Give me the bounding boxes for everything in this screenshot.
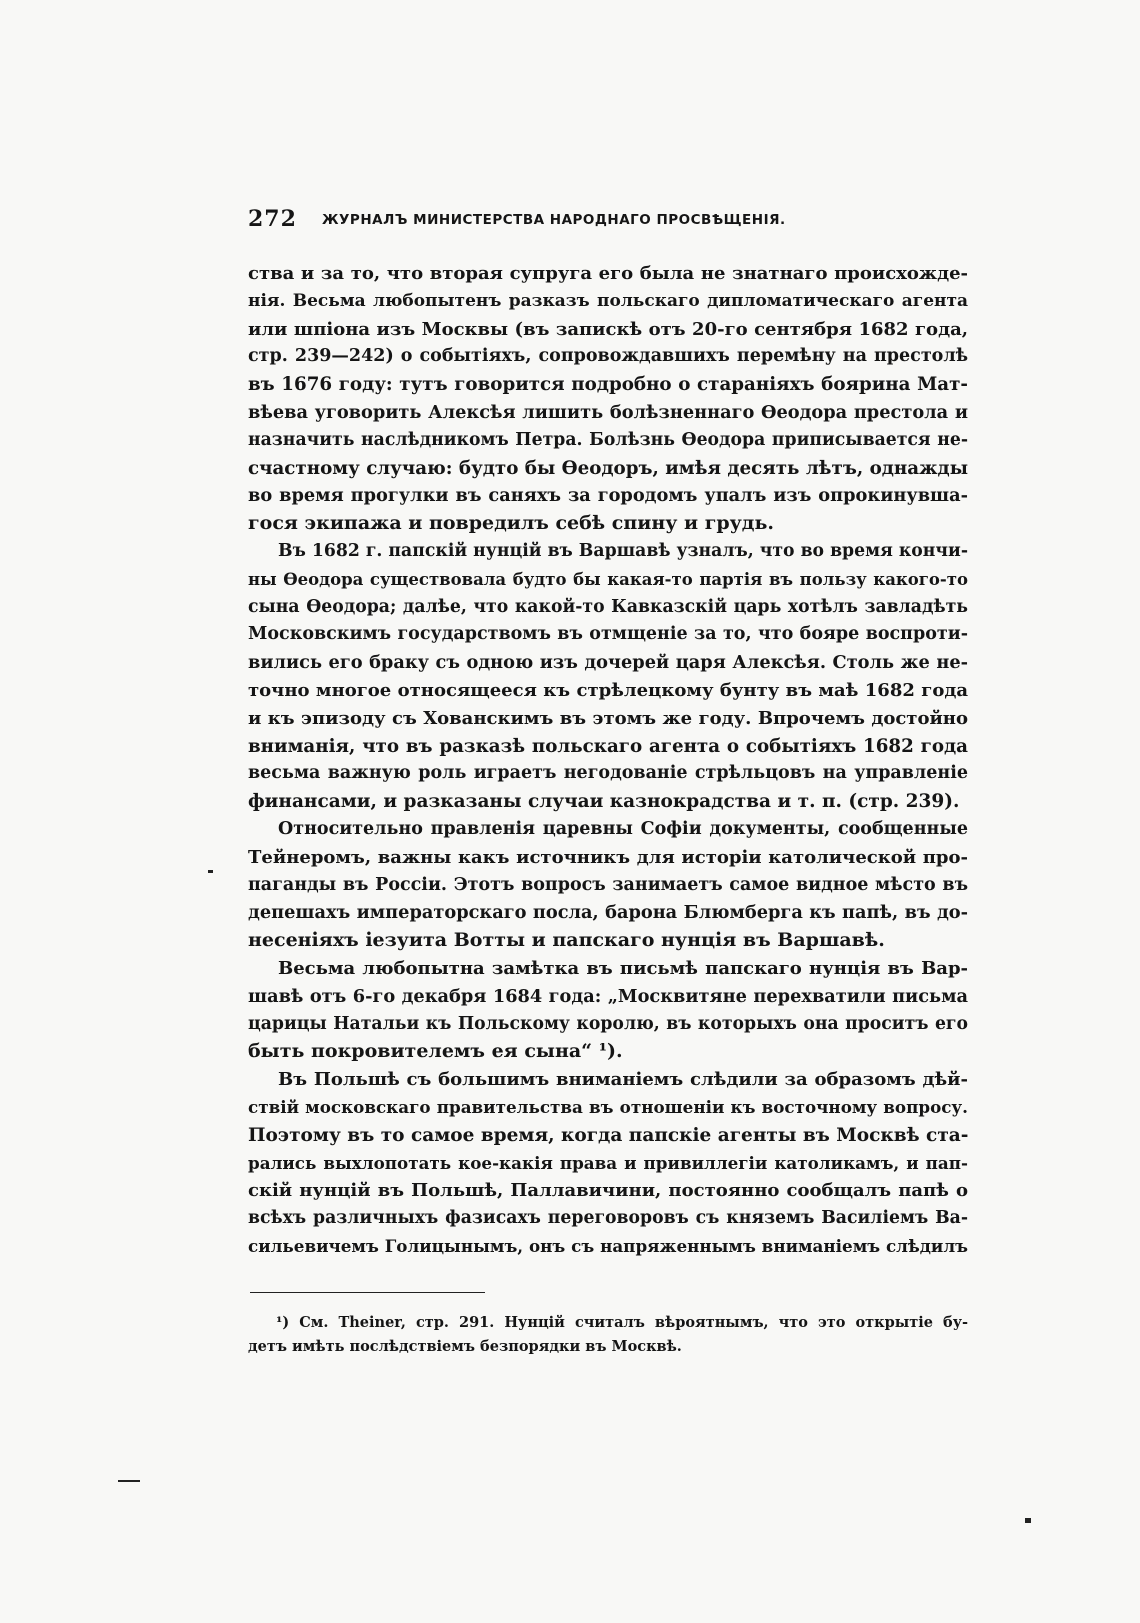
text-line: Весьма любопытна замѣтка въ письмѣ папскаго нунція въ Вар- xyxy=(278,957,968,979)
text-line: ны Ѳеодора существовала будто бы какая-то партія въ пользу какого-то xyxy=(248,569,968,589)
text-line: вниманія, что въ разказѣ польскаго агента о событіяхъ 1682 года xyxy=(248,735,968,757)
text-line: точно многое относящееся къ стрѣлецкому бунту въ маѣ 1682 года xyxy=(248,679,968,701)
text-line: шавѣ отъ 6-го декабря 1684 года: „Москвитяне перехватили письма xyxy=(248,985,968,1007)
scan-mark xyxy=(1025,1518,1031,1523)
text-line: Поэтому въ то самое время, когда папскіе агенты въ Москвѣ ста- xyxy=(248,1124,969,1146)
text-line: и къ эпизоду съ Хованскимъ въ этомъ же году. Впрочемъ достойно xyxy=(248,707,968,729)
scan-mark xyxy=(208,870,213,873)
text-line: депешахъ императорскаго посла, барона Блюмберга къ папѣ, въ до- xyxy=(248,902,968,924)
text-line: сильевичемъ Голицынымъ, онъ съ напряженнымъ вниманіемъ слѣдилъ xyxy=(248,1235,968,1256)
text-line: Въ Польшѣ съ большимъ вниманіемъ слѣдили за образомъ дѣй- xyxy=(278,1069,968,1091)
text-line: или шпіона изъ Москвы (въ запискѣ отъ 20-го сентября 1682 года, xyxy=(248,318,968,340)
footnote-rule xyxy=(250,1292,485,1293)
text-line: рались выхлопотать кое-какія права и привиллегіи католикамъ, и пап- xyxy=(248,1152,968,1173)
text-line: ствій московскаго правительства въ отношеніи къ восточному вопросу. xyxy=(248,1096,968,1117)
text-line: Московскимъ государствомъ въ отмщеніе за то, что бояре воспроти- xyxy=(248,624,968,645)
text-line: паганды въ Россіи. Этотъ вопросъ занимаетъ самое видное мѣсто въ xyxy=(248,874,968,895)
footnote-line: ¹) См. Theiner, стр. 291. Нунцій считалъ вѣроятнымъ, что это открытіе бу- xyxy=(276,1314,968,1331)
page-header xyxy=(248,206,968,234)
text-line: счастному случаю: будто бы Ѳеодоръ, имѣя десять лѣтъ, однажды xyxy=(248,457,968,479)
text-line: въ 1676 году: тутъ говорится подробно о стараніяхъ боярина Мат- xyxy=(248,374,968,396)
text-line: гося экипажа и повредилъ себѣ спину и грудь. xyxy=(248,512,774,535)
text-line: Въ 1682 г. папскій нунцій въ Варшавѣ узналъ, что во время кончи- xyxy=(278,540,968,561)
text-line: во время прогулки въ саняхъ за городомъ упалъ изъ опрокинувша- xyxy=(248,485,968,507)
text-line: вѣева уговорить Алексѣя лишить болѣзненнаго Ѳеодора престола и xyxy=(248,401,968,423)
text-line: вились его браку съ одною изъ дочерей царя Алексѣя. Столь же не- xyxy=(248,652,968,674)
text-line: финансами, и разказаны случаи казнокрадства и т. п. (стр. 239). xyxy=(248,791,960,813)
text-line: царицы Натальи къ Польскому королю, въ которыхъ она проситъ его xyxy=(248,1013,968,1034)
text-line: стр. 239—242) о событіяхъ, сопровождавшихъ перемѣну на престолѣ xyxy=(248,346,968,367)
running-head: ЖУРНАЛЪ МИНИСТЕРСТВА НАРОДНАГО ПРОСВѢЩЕНІЯ. xyxy=(322,212,786,228)
text-line: нія. Весьма любопытенъ разказъ польскаго дипломатическаго агента xyxy=(248,290,968,311)
text-line: ства и за то, что вторая супруга его была не знатнаго происхожде- xyxy=(248,263,968,284)
text-line: сына Ѳеодора; далѣе, что какой-то Кавказскій царь хотѣлъ завладѣть xyxy=(248,596,968,617)
text-line: всѣхъ различныхъ фазисахъ переговоровъ съ княземъ Василіемъ Ва- xyxy=(248,1208,968,1229)
text-line: Тейнеромъ, важны какъ источникъ для исторіи католической про- xyxy=(248,846,968,868)
text-line: Относительно правленія царевны Софіи документы, сообщенные xyxy=(278,818,968,839)
footnotes xyxy=(248,1311,968,1359)
text-line: скій нунцій въ Польшѣ, Паллавичини, постоянно сообщалъ папѣ о xyxy=(248,1180,968,1202)
page-number: 272 xyxy=(248,206,297,232)
text-line: быть покровителемъ ея сына“ ¹). xyxy=(248,1040,623,1063)
text-line: назначить наслѣдникомъ Петра. Болѣзнь Ѳеодора приписывается не- xyxy=(248,429,968,450)
scan-mark xyxy=(118,1480,140,1482)
text-line: весьма важную роль играетъ негодованіе стрѣльцовъ на управленіе xyxy=(248,763,968,784)
footnote-line: детъ имѣть послѣдствіемъ безпорядки въ Москвѣ. xyxy=(248,1338,682,1355)
text-line: несеніяхъ іезуита Вотты и папскаго нунція въ Варшавѣ. xyxy=(248,929,885,952)
body-text xyxy=(248,260,968,1261)
